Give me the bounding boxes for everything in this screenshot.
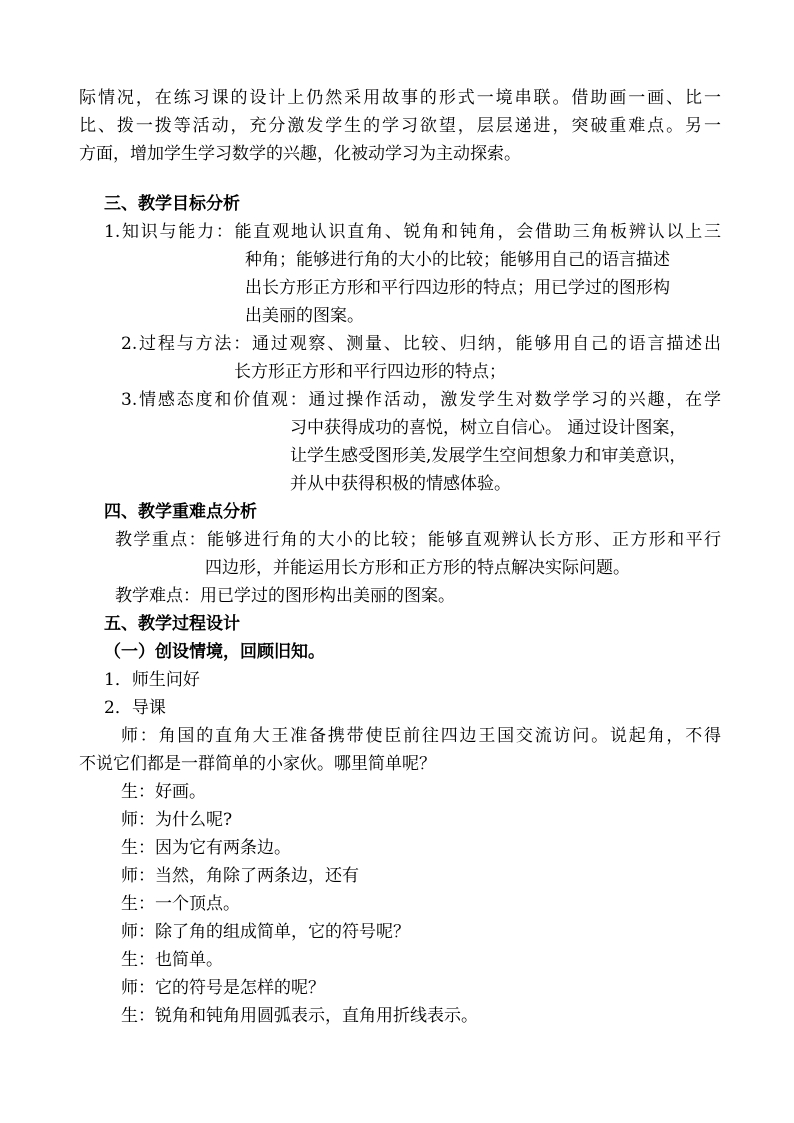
dialogue-line-7: 生：也简单。 [121, 950, 223, 970]
intro-dialogue-line-1: 师：角国的直角大王准备携带使臣前往四边王国交流访问。说起角，不得 [121, 726, 721, 746]
objective1-line-2: 种角；能够进行角的大小的比较；能够用自己的语言描述 [245, 250, 670, 270]
dialogue-line-9: 生：锐角和钝角用圆弧表示，直角用折线表示。 [121, 1006, 478, 1026]
intro-line-1: 际情况，在练习课的设计上仍然采用故事的形式一境串联。借助画一画、比一 [79, 88, 721, 108]
key-points-line-1: 教学重点：能够进行角的大小的比较；能够直观辨认长方形、正方形和平行 [115, 530, 721, 550]
dialogue-line-6: 师：除了角的组成简单，它的符号呢？ [121, 922, 410, 942]
dialogue-line-2: 师：为什么呢? [121, 810, 233, 830]
step-2: 2．导课 [104, 698, 166, 718]
objective3-line-1: 3.情感态度和价值观：通过操作活动，激发学生对数学学习的兴趣，在学 [121, 390, 721, 410]
step-1: 1．师生问好 [104, 670, 200, 690]
objective1-line-4: 出美丽的图案。 [245, 306, 364, 326]
difficulty-line: 教学难点：用已学过的图形构出美丽的图案。 [115, 586, 455, 606]
objective1-line-1: 1.知识与能力：能直观地认识直角、锐角和钝角，会借助三角板辨认以上三 [104, 222, 721, 242]
dialogue-line-5: 生：一个顶点。 [121, 894, 240, 914]
section3-heading: 三、教学目标分析 [104, 194, 240, 214]
intro-line-2: 比、拨一拨等活动，充分激发学生的学习欲望，层层递进，突破重难点。另一 [79, 116, 721, 136]
dialogue-line-4: 师：当然，角除了两条边，还有 [121, 866, 359, 886]
objective3-line-2: 习中获得成功的喜悦，树立自信心。 通过设计图案， [290, 418, 687, 438]
dialogue-line-8: 师：它的符号是怎样的呢？ [121, 978, 325, 998]
section5-heading: 五、教学过程设计 [104, 614, 240, 634]
dialogue-line-1: 生：好画。 [121, 782, 206, 802]
objective3-line-4: 并从中获得积极的情感体验。 [290, 474, 511, 494]
objective2-line-1: 2.过程与方法：通过观察、测量、比较、归纳，能够用自己的语言描述出 [121, 334, 721, 354]
dialogue-line-3: 生：因为它有两条边。 [121, 838, 291, 858]
objective1-line-3: 出长方形正方形和平行四边形的特点；用已学过的图形构 [245, 278, 670, 298]
intro-line-3: 方面，增加学生学习数学的兴趣，化被动学习为主动探索。 [79, 144, 521, 164]
objective2-line-2: 长方形正方形和平行四边形的特点； [234, 362, 506, 382]
objective3-line-3: 让学生感受图形美,发展学生空间想象力和审美意识， [290, 446, 687, 466]
key-points-line-2: 四边形，并能运用长方形和正方形的特点解决实际问题。 [205, 558, 630, 578]
subsection-1-heading: （一）创设情境，回顾旧知。 [104, 642, 325, 662]
intro-dialogue-line-2: 不说它们都是一群简单的小家伙。哪里简单呢？ [79, 754, 436, 774]
section4-heading: 四、教学重难点分析 [104, 502, 257, 522]
